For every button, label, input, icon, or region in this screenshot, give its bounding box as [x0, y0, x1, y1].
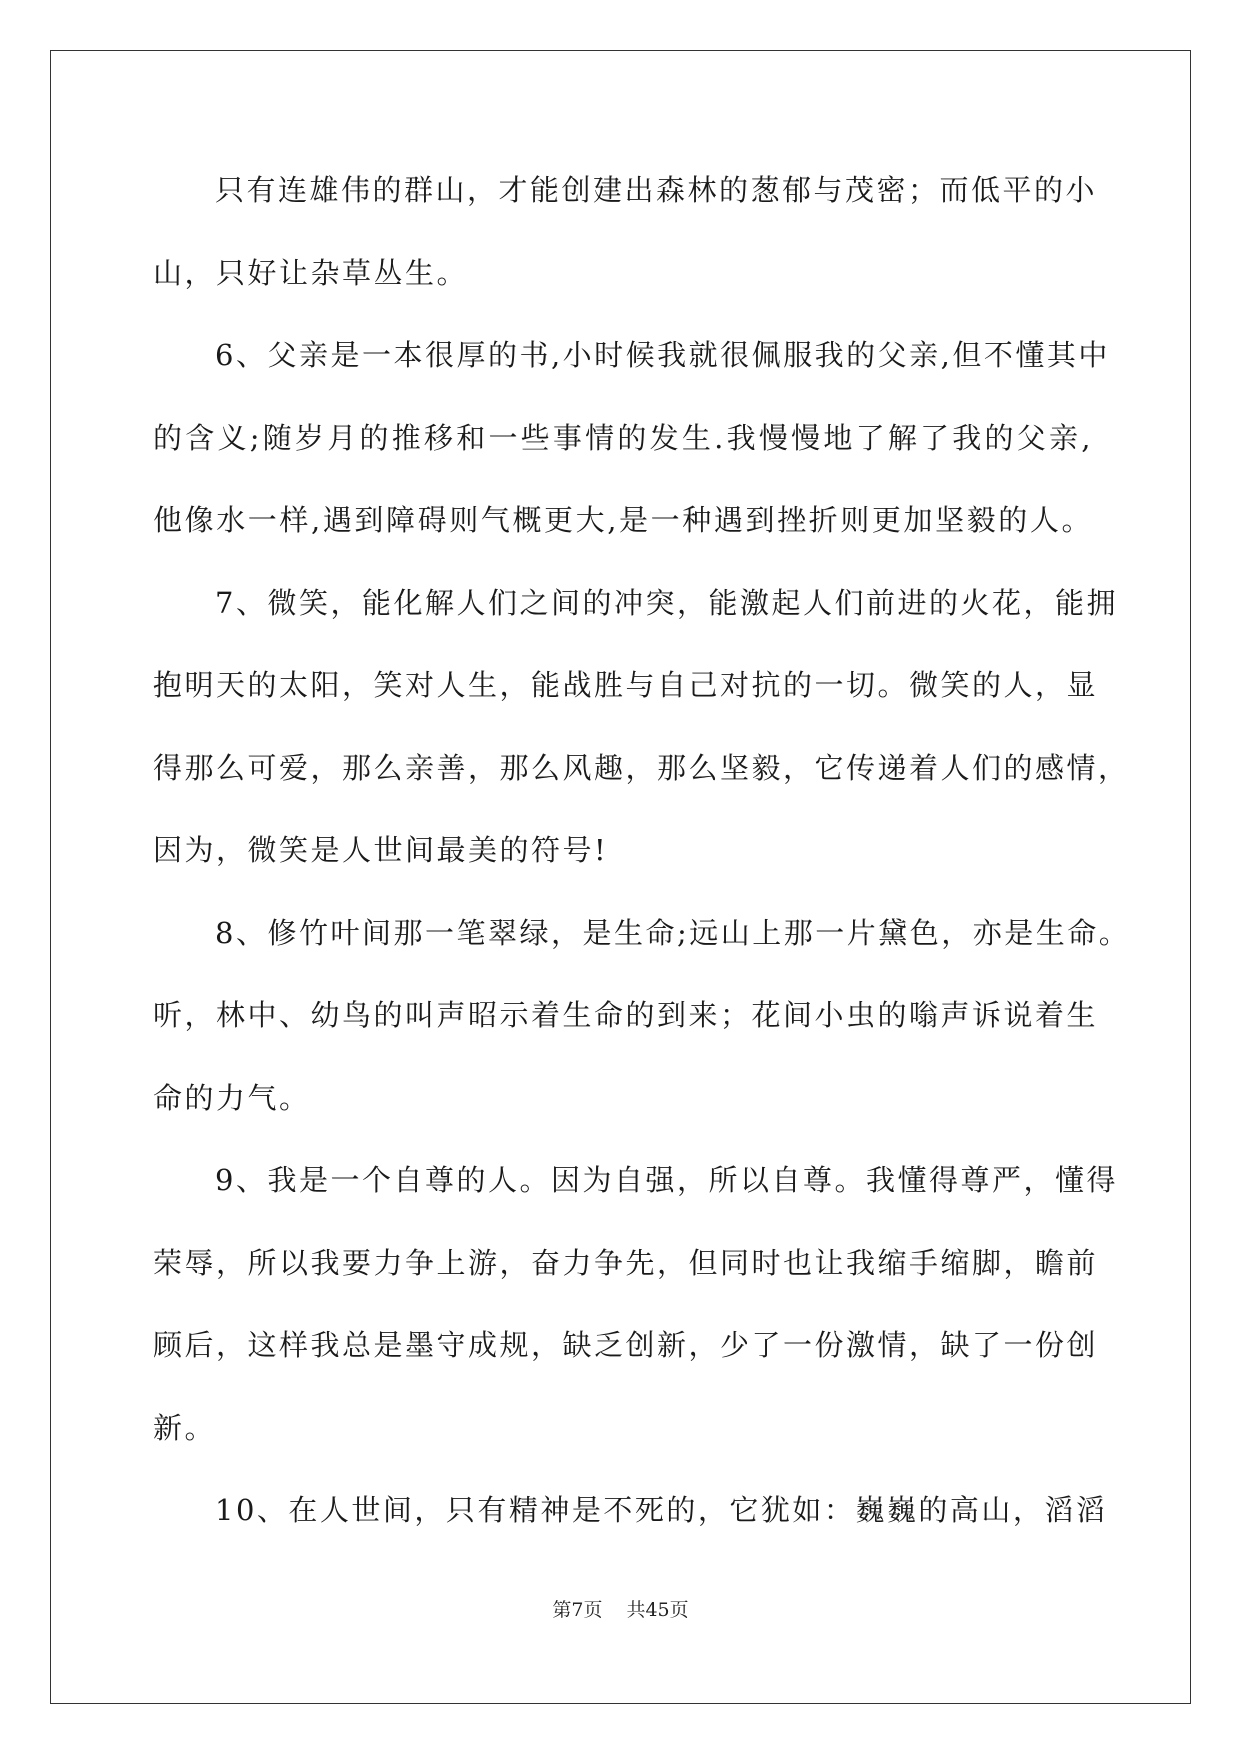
text-line: 抱明天的太阳，笑对人生，能战胜与自己对抗的一切。微笑的人，显 — [153, 668, 1099, 702]
text-line: 6、父亲是一本很厚的书,小时候我就很佩服我的父亲,但不懂其中 — [215, 338, 1110, 372]
text-line: 10、在人世间，只有精神是不死的，它犹如：巍巍的高山，滔滔 — [215, 1493, 1108, 1527]
text-line: 顾后，这样我总是墨守成规，缺乏创新，少了一份激情，缺了一份创 — [153, 1328, 1099, 1362]
text-line: 只有连雄伟的群山，才能创建出森林的葱郁与茂密；而低平的小 — [215, 173, 1098, 207]
page-number: 第7页 — [552, 1599, 603, 1621]
text-line: 荣辱，所以我要力争上游，奋力争先，但同时也让我缩手缩脚，瞻前 — [153, 1245, 1099, 1280]
text-line: 8、修竹叶间那一笔翠绿，是生命;远山上那一片黛色，亦是生命。 — [215, 915, 1131, 950]
text-line: 因为，微笑是人世间最美的符号! — [153, 833, 609, 867]
text-line: 命的力气。 — [153, 1080, 311, 1115]
text-line: 听，林中、幼鸟的叫声昭示着生命的到来；花间小虫的嗡声诉说着生 — [153, 998, 1099, 1032]
page-footer — [0, 1595, 1241, 1622]
text-line: 9、我是一个自尊的人。因为自强，所以自尊。我懂得尊严，懂得 — [215, 1163, 1118, 1197]
document-body — [153, 160, 1131, 1563]
text-line: 他像水一样,遇到障碍则气概更大,是一种遇到挫折则更加坚毅的人。 — [153, 503, 1093, 537]
text-line: 得那么可爱，那么亲善，那么风趣，那么坚毅，它传递着人们的感情， — [153, 750, 1130, 785]
text-line: 山，只好让杂草丛生。 — [153, 255, 469, 290]
total-pages: 共45页 — [626, 1599, 689, 1621]
text-line: 新。 — [153, 1410, 217, 1445]
text-line: 7、微笑，能化解人们之间的冲突，能激起人们前进的火花，能拥 — [215, 585, 1118, 620]
text-line: 的含义;随岁月的推移和一些事情的发生.我慢慢地了解了我的父亲, — [153, 420, 1093, 455]
